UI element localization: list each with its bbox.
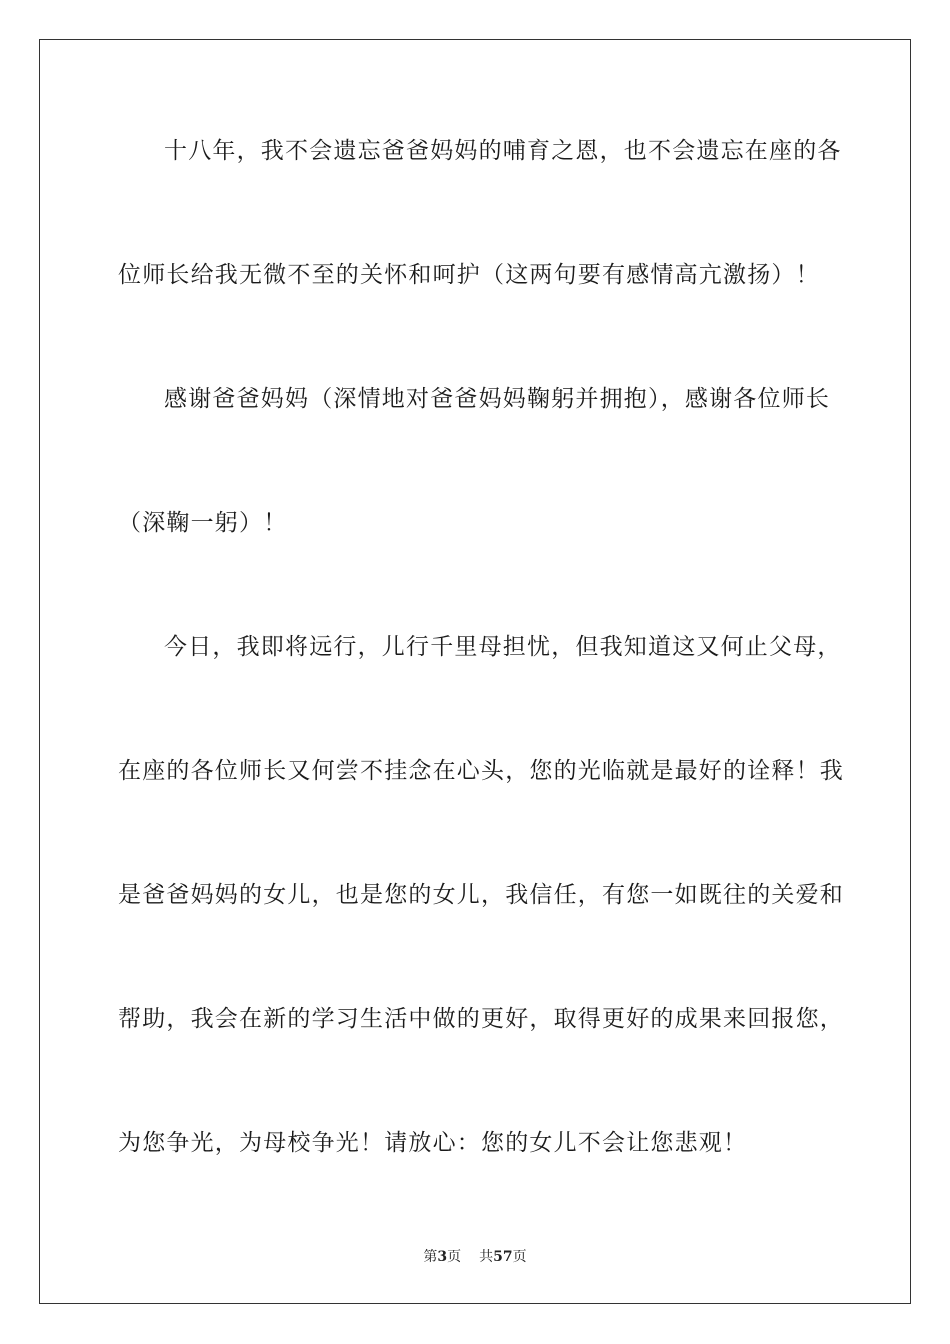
paragraph-2-line-2: （深鞠一躬）！ <box>118 510 288 536</box>
total-prefix: 共 <box>479 1249 494 1265</box>
paragraph-3-line-5: 为您争光，为母校争光！请放心：您的女儿不会让您悲观！ <box>118 1130 748 1156</box>
page-border <box>39 39 911 1304</box>
paragraph-2-line-1: 感谢爸爸妈妈（深情地对爸爸妈妈鞠躬并拥抱），感谢各位师长 <box>164 386 831 412</box>
page-prefix: 第 <box>423 1249 438 1265</box>
total-suffix: 页 <box>512 1249 527 1265</box>
paragraph-1-line-1: 十八年，我不会遗忘爸爸妈妈的哺育之恩，也不会遗忘在座的各 <box>164 138 842 164</box>
paragraph-3-line-2: 在座的各位师长又何尝不挂念在心头，您的光临就是最好的诠释！我 <box>118 758 844 784</box>
paragraph-3-line-4: 帮助，我会在新的学习生活中做的更好，取得更好的成果来回报您， <box>118 1006 844 1032</box>
paragraph-3-line-1: 今日，我即将远行，儿行千里母担忧，但我知道这又何止父母， <box>164 634 842 660</box>
page-suffix: 页 <box>447 1249 462 1265</box>
paragraph-3-line-3: 是爸爸妈妈的女儿，也是您的女儿，我信任，有您一如既往的关爱和 <box>118 882 844 908</box>
page-number: 3 <box>437 1249 448 1265</box>
page-footer <box>0 1248 950 1266</box>
paragraph-1-line-2: 位师长给我无微不至的关怀和呵护（这两句要有感情高亢激扬）！ <box>118 262 820 288</box>
total-pages: 57 <box>493 1249 513 1265</box>
